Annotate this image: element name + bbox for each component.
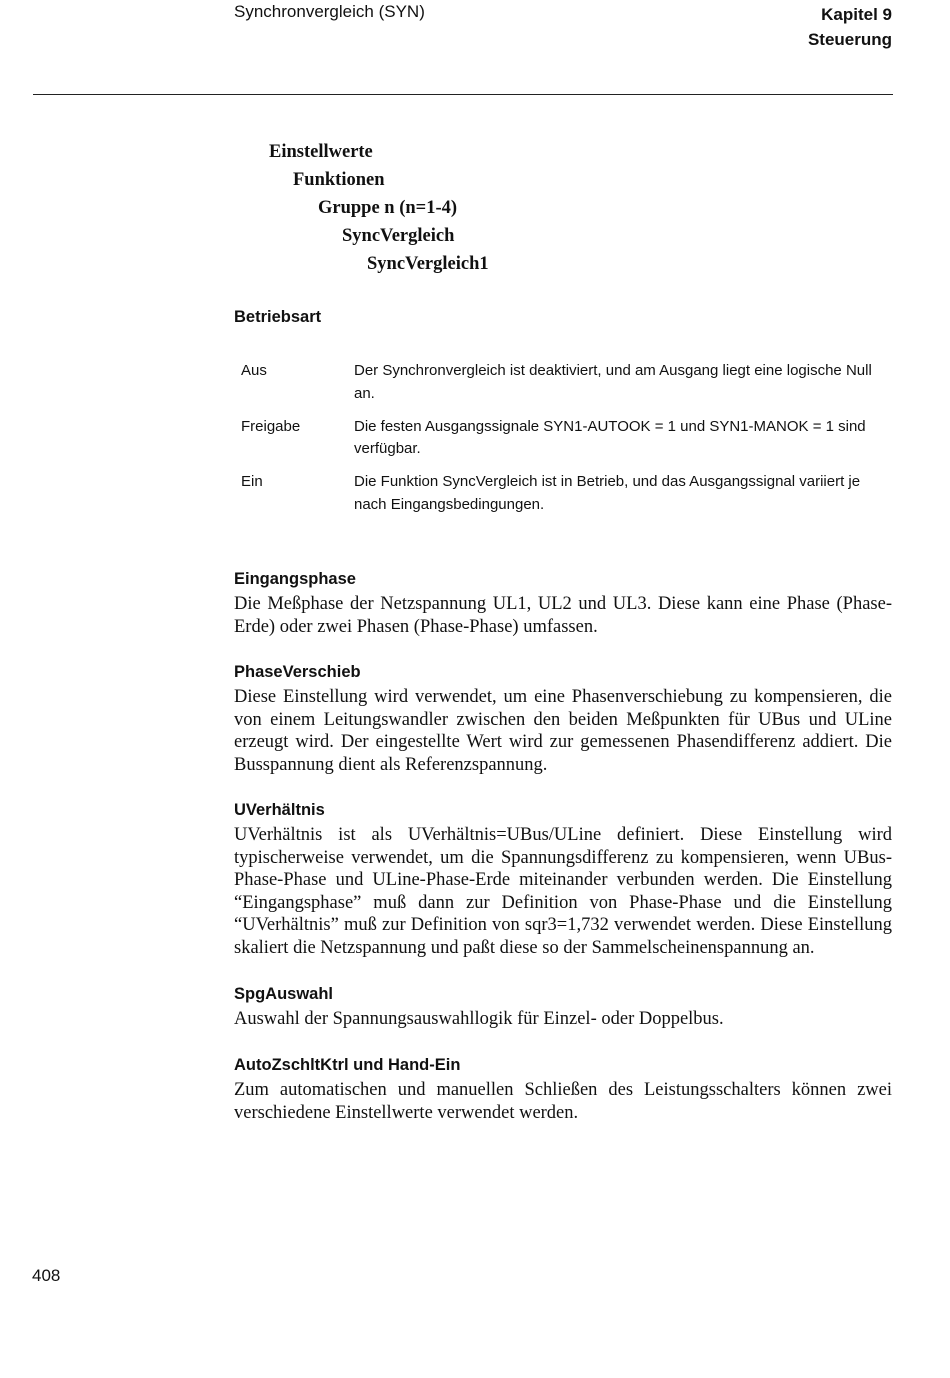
param-uverhaeltnis xyxy=(234,799,892,960)
chapter-number: Kapitel 9 xyxy=(821,5,892,24)
option-description: Die Funktion SyncVergleich ist in Betrieb, und das Ausgangssignal variiert je nach Eingangsbedingungen. xyxy=(354,473,861,513)
option-row xyxy=(241,471,891,516)
header-rule xyxy=(33,94,893,95)
betriebsart-options-table xyxy=(241,360,891,527)
chapter-title: Steuerung xyxy=(807,30,892,49)
param-text: Zum automatischen und manuellen Schließen des Leistungsschalters können zwei verschiedene Einstellwerte verwendet werden. xyxy=(234,1080,892,1123)
option-key: Ein xyxy=(241,473,263,490)
tree-level-3: Gruppe n (n=1-4) xyxy=(318,198,458,218)
param-title: PhaseVerschieb xyxy=(234,663,361,681)
option-description: Die festen Ausgangssignale SYN1-AUTOOK = 1 und SYN1-MANOK = 1 sind verfügbar. xyxy=(354,417,866,457)
option-row xyxy=(241,360,891,405)
tree-level-5: SyncVergleich1 xyxy=(367,254,489,274)
param-text: Diese Einstellung wird verwendet, um eine Phasenverschiebung zu kompensieren, die von einem Leitungswandler zwischen den beiden Meßpunkten für UBus und ULine erzeugt wird. Der eingestellte Wert wird zur gemessenen Phasendifferenz addiert. Die Busspannung dient als Referenzspannung. xyxy=(234,687,892,775)
page-number: 408 xyxy=(32,1266,61,1285)
param-text: Die Meßphase der Netzspannung UL1, UL2 und UL3. Diese kann eine Phase (Phase-Erde) oder zwei Phasen (Phase-Phase) umfassen. xyxy=(234,594,892,637)
running-header-title: Synchronvergleich (SYN) xyxy=(234,2,425,21)
option-row xyxy=(241,416,891,461)
settings-path-tree xyxy=(269,138,489,278)
param-title: AutoZschltKtrl und Hand-Ein xyxy=(234,1056,461,1074)
param-autozschltktrl xyxy=(234,1054,892,1124)
param-phaseverschieb xyxy=(234,661,892,776)
option-description: Der Synchronvergleich ist deaktiviert, und am Ausgang liegt eine logische Null an. xyxy=(354,362,872,402)
betriebsart-heading: Betriebsart xyxy=(234,308,322,326)
tree-level-1: Einstellwerte xyxy=(269,142,373,162)
param-title: SpgAuswahl xyxy=(234,985,334,1003)
option-key: Freigabe xyxy=(241,417,301,435)
param-text: UVerhältnis ist als UVerhältnis=UBus/ULine definiert. Diese Einstellung wird typischerweise verwendet, um die Spannungsdifferenz zu kompensieren, wenn UBus-Phase-Phase und ULine-Phase-Erde miteinander verbunden werden. Die Einstellung “Eingangsphase” muß dann zur Definition von Phase-Phase und die Einstellung “UVerhältnis” muß zur Definition von sqr3=1,732 verwendet werden. Diese Einstellung skaliert die Netzspannung und paßt diese so der Sammelscheinenspannung an. xyxy=(234,825,892,958)
param-spgauswahl xyxy=(234,983,892,1031)
running-header-chapter xyxy=(808,2,892,52)
param-text: Auswahl der Spannungsauswahllogik für Einzel- oder Doppelbus. xyxy=(234,1009,724,1029)
param-title: Eingangsphase xyxy=(234,570,356,588)
option-key: Aus xyxy=(241,362,267,379)
param-title: UVerhältnis xyxy=(234,801,325,819)
param-eingangsphase xyxy=(234,568,892,638)
tree-level-4: SyncVergleich xyxy=(342,226,455,246)
tree-level-2: Funktionen xyxy=(293,170,385,190)
